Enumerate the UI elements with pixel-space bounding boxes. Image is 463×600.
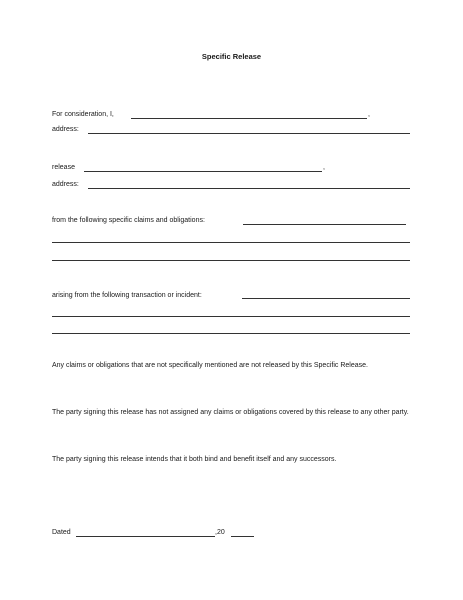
release-label: release bbox=[52, 164, 75, 171]
address-label-1: address: bbox=[52, 126, 79, 133]
paragraph-successors: The party signing this release intends that it both bind and benefit itself and any successors. bbox=[52, 456, 337, 463]
document-title: Specific Release bbox=[201, 52, 262, 61]
releasee-name-blank[interactable] bbox=[84, 171, 322, 172]
consideration-label: For consideration, I, bbox=[52, 111, 114, 118]
transaction-blank-1[interactable] bbox=[242, 298, 410, 299]
year-blank[interactable] bbox=[231, 536, 254, 537]
paragraph-unmentioned-claims: Any claims or obligations that are not specifically mentioned are not released by this Specific Release. bbox=[52, 362, 368, 369]
releasor-name-blank[interactable] bbox=[131, 118, 367, 119]
release-suffix: , bbox=[323, 164, 325, 171]
claims-label: from the following specific claims and obligations: bbox=[52, 217, 205, 224]
releasee-address-blank[interactable] bbox=[88, 188, 410, 189]
address-label-2: address: bbox=[52, 181, 79, 188]
dated-label: Dated bbox=[52, 529, 71, 536]
date-blank[interactable] bbox=[76, 536, 215, 537]
paragraph-no-assignment: The party signing this release has not assigned any claims or obligations covered by this release to any other party. bbox=[52, 409, 409, 416]
transaction-blank-2[interactable] bbox=[52, 316, 410, 317]
releasor-address-blank[interactable] bbox=[88, 133, 410, 134]
claims-blank-2[interactable] bbox=[52, 242, 410, 243]
year-prefix: ,20 bbox=[215, 529, 225, 536]
consideration-suffix: , bbox=[368, 111, 370, 118]
claims-blank-1[interactable] bbox=[243, 224, 406, 225]
transaction-label: arising from the following transaction or incident: bbox=[52, 292, 202, 299]
claims-blank-3[interactable] bbox=[52, 260, 410, 261]
transaction-blank-3[interactable] bbox=[52, 333, 410, 334]
